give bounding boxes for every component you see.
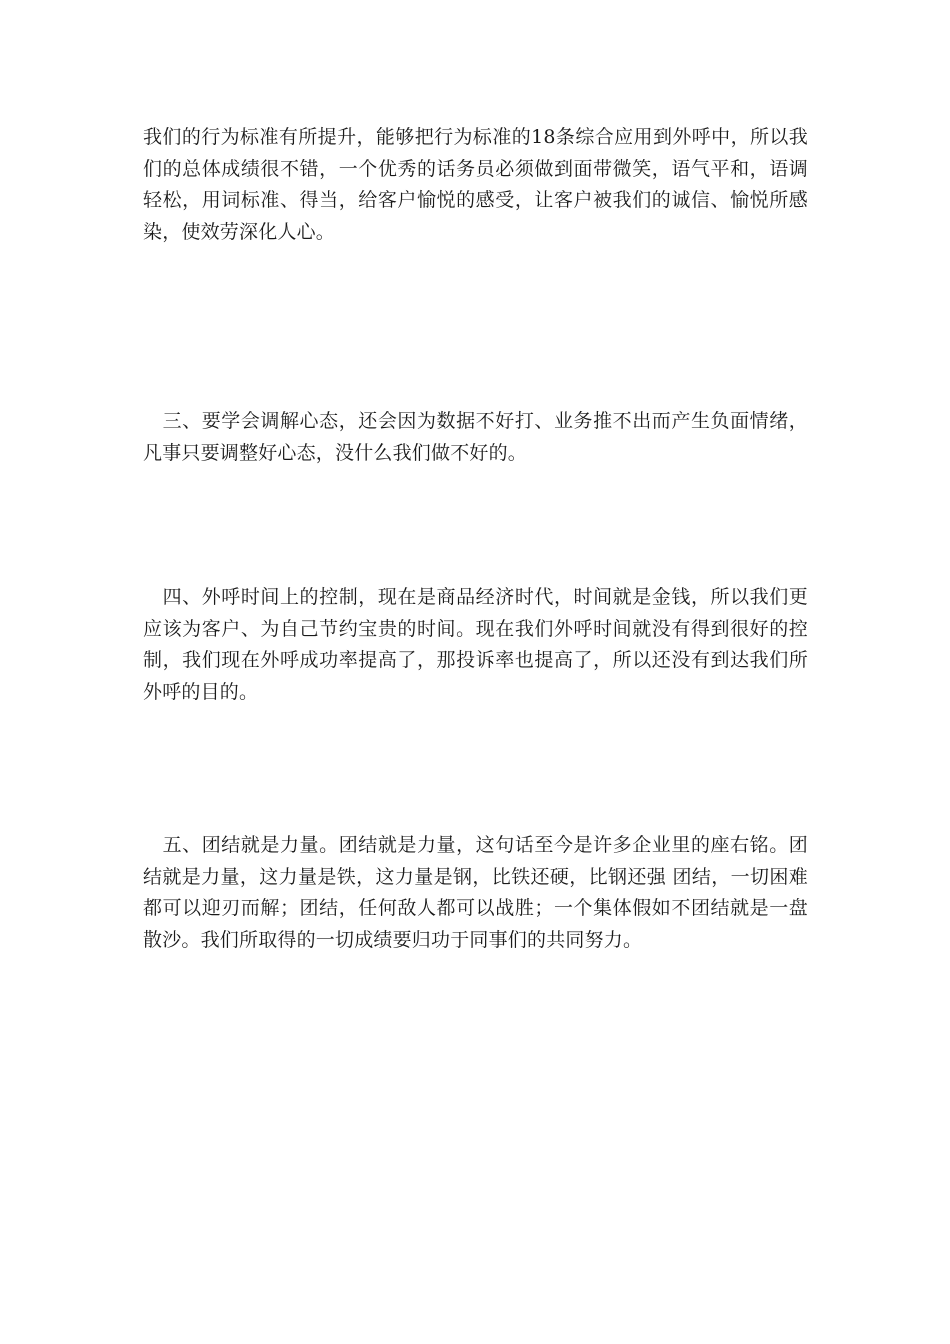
paragraph-behavior-standards: 我们的行为标准有所提升，能够把行为标准的18条综合应用到外呼中，所以我们的总体成绩很不错，一个优秀的话务员必须做到面带微笑，语气平和，语调轻松，用词标准、得当，给客户愉悦的感受，让客户被我们的诚信、愉悦所感染，使效劳深化人心。 <box>143 126 808 243</box>
paragraph-section-five: 五、团结就是力量。团结就是力量，这句话至今是许多企业里的座右铭。团结就是力量，这力量是铁，这力量是钢，比铁还硬，比钢还强 团结，一切困难都可以迎刃而解；团结，任何敌人都可以战胜；一个集体假如不团结就是一盘散沙。我们所取得的一切成绩要归功于同事们的共同努力。 <box>143 834 808 951</box>
paragraph-section-four: 四、外呼时间上的控制，现在是商品经济时代，时间就是金钱，所以我们更应该为客户、为自己节约宝贵的时间。现在我们外呼时间就没有得到很好的控制，我们现在外呼成功率提高了，那投诉率也提高了，所以还没有到达我们所外呼的目的。 <box>143 586 808 703</box>
paragraph-section-three: 三、要学会调解心态，还会因为数据不好打、业务推不出而产生负面情绪，凡事只要调整好心态，没什么我们做不好的。 <box>143 410 808 464</box>
